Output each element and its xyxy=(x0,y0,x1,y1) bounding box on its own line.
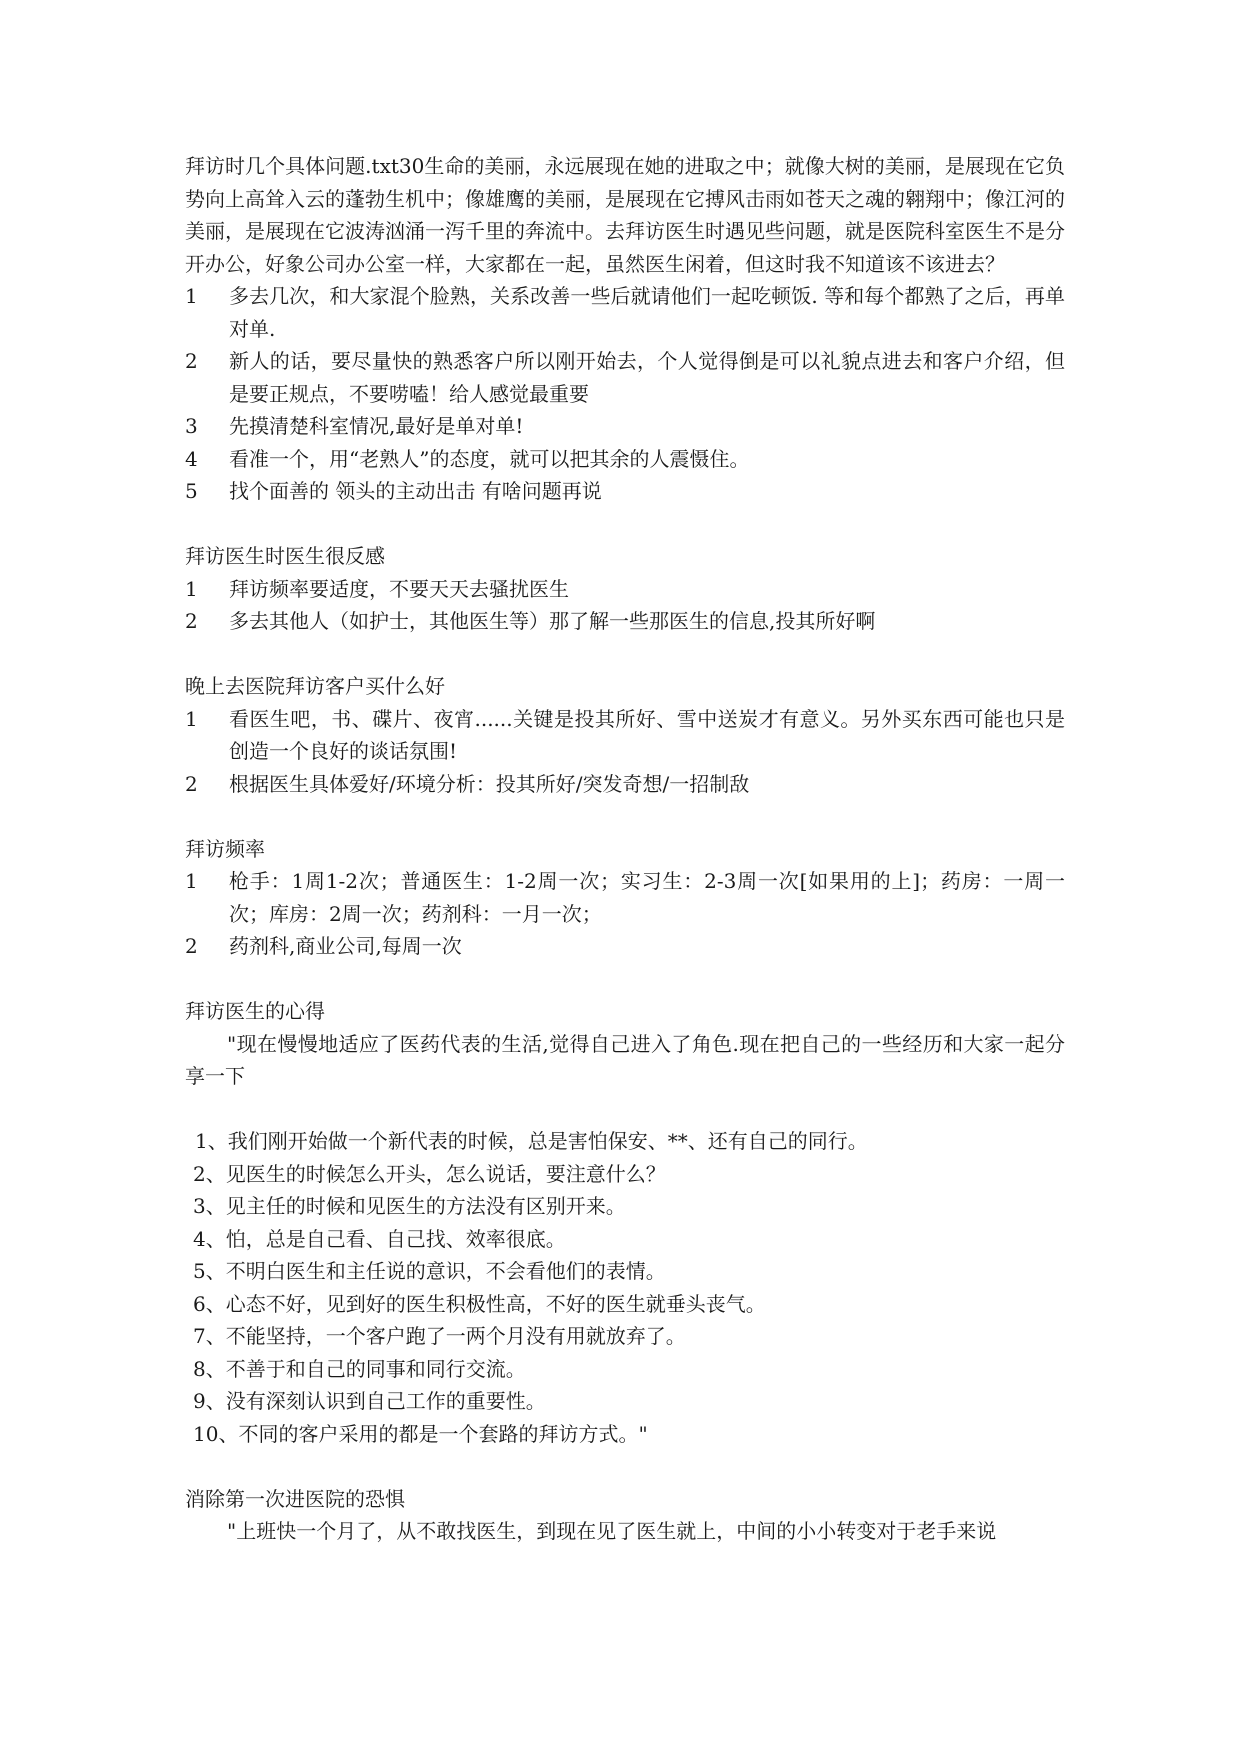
item-text: 看医生吧，书、碟片、夜宵......关键是投其所好、雪中送炭才有意义。另外买东西可能也只是创造一个良好的谈话氛围! xyxy=(229,706,1065,763)
list-item: 4、怕，总是自己看、自己找、效率很底。 xyxy=(193,1226,566,1251)
quote-paragraph: "现在慢慢地适应了医药代表的生活,觉得自己进入了角色.现在把自己的一些经历和大家一起分享一下 xyxy=(185,1031,1065,1088)
item-number: 2 xyxy=(185,609,198,633)
item-number: 4 xyxy=(185,446,198,471)
list-item: 6、心态不好，见到好的医生积极性高，不好的医生就垂头丧气。 xyxy=(193,1291,766,1316)
item-text: 根据医生具体爱好/环境分析：投其所好/突发奇想/一招制敌 xyxy=(229,771,750,796)
list-item: 1、我们刚开始做一个新代表的时候，总是害怕保安、**、还有自己的同行。 xyxy=(195,1129,868,1153)
list-item xyxy=(185,345,1065,410)
list-item: 5、不明白医生和主任说的意识，不会看他们的表情。 xyxy=(193,1259,666,1283)
item-number: 3 xyxy=(185,414,198,438)
item-number: 2 xyxy=(185,349,198,373)
item-number: 1 xyxy=(185,284,198,308)
list-item xyxy=(185,703,1065,768)
item-text: 药剂科,商业公司,每周一次 xyxy=(229,934,462,958)
list-item: 8、不善于和自己的同事和同行交流。 xyxy=(193,1356,526,1381)
list-item xyxy=(185,865,1065,930)
section5-numbered-list xyxy=(185,1125,1065,1450)
spacer xyxy=(185,963,1065,996)
item-text: 新人的话，要尽量快的熟悉客户所以刚开始去，个人觉得倒是可以礼貌点进去和客户介绍，但是要正规点，不要唠嗑！给人感觉最重要 xyxy=(229,349,1065,406)
list-item xyxy=(185,573,1065,606)
item-number: 1 xyxy=(185,706,198,731)
quote-paragraph: "上班快一个月了，从不敢找医生，到现在见了医生就上，中间的小小转变对于老手来说 xyxy=(227,1519,997,1543)
section2-list xyxy=(185,573,1065,638)
spacer xyxy=(185,1450,1065,1483)
list-item: 7、不能坚持，一个客户跑了一两个月没有用就放弃了。 xyxy=(193,1324,686,1348)
document-page xyxy=(185,150,1065,1548)
item-text: 多去几次，和大家混个脸熟，关系改善一些后就请他们一起吃顿饭. 等和每个都熟了之后，再单对单. xyxy=(229,284,1065,341)
spacer xyxy=(185,800,1065,833)
section-title: 消除第一次进医院的恐惧 xyxy=(185,1486,405,1511)
list-item xyxy=(185,930,1065,963)
list-item: 10、不同的客户采用的都是一个套路的拜访方式。" xyxy=(193,1421,648,1446)
section1-list xyxy=(185,280,1065,508)
section-title: 拜访医生的心得 xyxy=(185,999,325,1023)
list-item: 3、见主任的时候和见医生的方法没有区别开来。 xyxy=(193,1194,626,1218)
section3-list xyxy=(185,703,1065,801)
list-item: 2、见医生的时候怎么开头，怎么说话，要注意什么？ xyxy=(193,1161,666,1186)
list-item xyxy=(185,443,1065,476)
item-number: 1 xyxy=(185,576,198,601)
intro-paragraph: 拜访时几个具体问题.txt30生命的美丽，永远展现在她的进取之中；就像大树的美丽，是展现在它负势向上高耸入云的蓬勃生机中；像雄鹰的美丽，是展现在它搏风击雨如苍天之魂的翱翔中；像江河的美丽，是展现在它波涛汹涌一泻千里的奔流中。去拜访医生时遇见些问题，就是医院科室医生不是分开办公，好象公司办公室一样，大家都在一起，虽然医生闲着，但这时我不知道该不该进去？ xyxy=(185,154,1065,276)
list-item xyxy=(185,410,1065,443)
spacer xyxy=(185,1093,1065,1126)
item-text: 枪手：1周1-2次；普通医生：1-2周一次；实习生：2-3周一次[如果用的上]；药房：一周一次；库房：2周一次；药剂科：一月一次； xyxy=(229,869,1065,926)
item-number: 2 xyxy=(185,771,198,796)
item-text: 找个面善的 领头的主动出击 有啥问题再说 xyxy=(229,479,602,503)
section-title: 拜访医生时医生很反感 xyxy=(185,544,385,568)
item-text: 看准一个，用“老熟人”的态度，就可以把其余的人震慑住。 xyxy=(229,446,750,471)
list-item xyxy=(185,475,1065,508)
list-item xyxy=(185,280,1065,345)
section-title: 拜访频率 xyxy=(185,836,265,861)
item-text: 拜访频率要适度，不要天天去骚扰医生 xyxy=(229,576,569,601)
item-number: 1 xyxy=(185,869,198,893)
item-number: 2 xyxy=(185,934,198,958)
spacer xyxy=(185,508,1065,541)
section4-list xyxy=(185,865,1065,963)
list-item: 9、没有深刻认识到自己工作的重要性。 xyxy=(193,1389,546,1413)
list-item xyxy=(185,768,1065,801)
item-text: 多去其他人（如护士，其他医生等）那了解一些那医生的信息,投其所好啊 xyxy=(229,609,876,633)
item-number: 5 xyxy=(185,479,198,503)
list-item xyxy=(185,605,1065,638)
item-text: 先摸清楚科室情况,最好是单对单! xyxy=(229,414,524,438)
section-title: 晚上去医院拜访客户买什么好 xyxy=(185,674,445,698)
spacer xyxy=(185,638,1065,671)
